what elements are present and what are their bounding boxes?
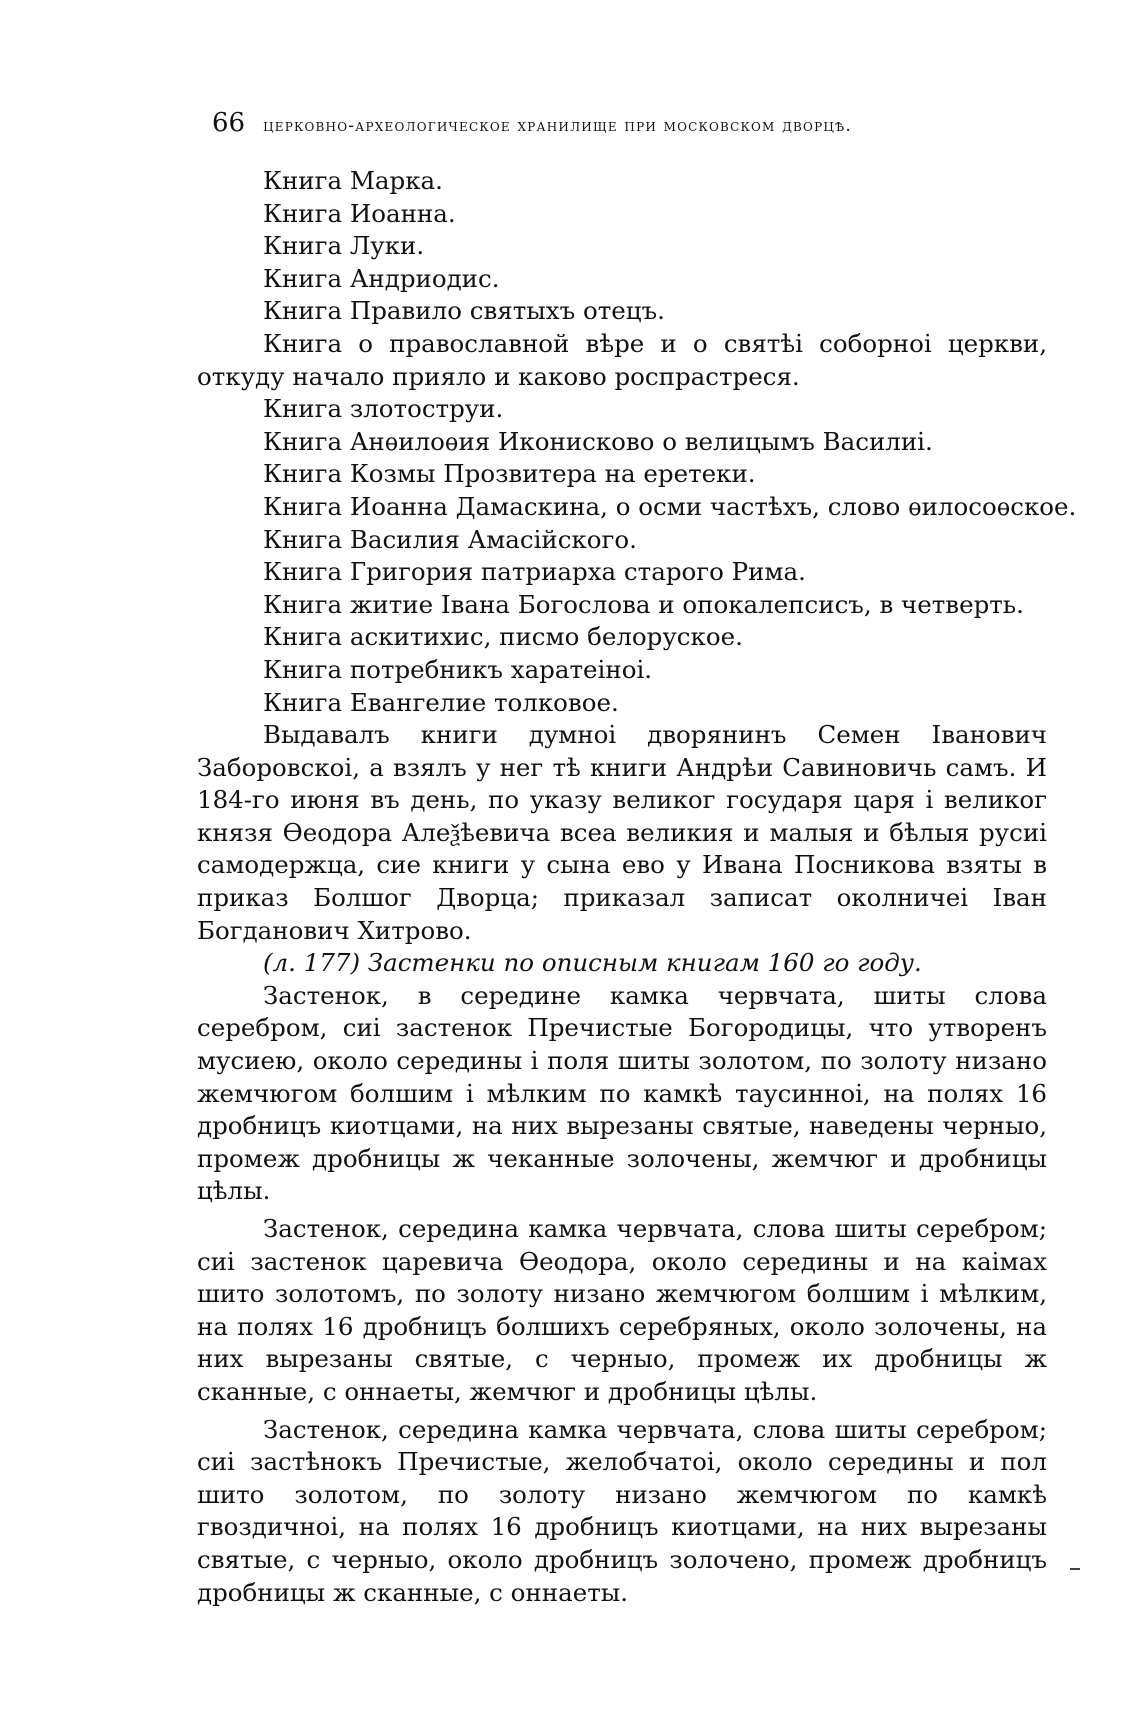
- paragraph-orthodox-book: Книга о православной вѣре и о святѣі соборноі церкви, откуду начало прияло и каково роспрастреся.: [197, 328, 1047, 391]
- running-header: [212, 108, 1032, 138]
- paragraph-zastenok-1: Застенок, в середине камка червчата, шиты слова серебром, сиі застенок Пречистые Богородицы, что утворенъ мусиею, около середины і поля шиты золотом, по золоту низано жемчюгом болшим і мѣлким по камкѣ таусинноі, на полях 16 дробницъ киотцами, на них вырезаны святые, наведены черныо, промеж дробницы ж чеканные золочены, жемчюг и дробницы цѣлы.: [197, 980, 1047, 1206]
- body-text: [197, 165, 1077, 1609]
- list-item: Книга Козмы Прозвитера на еретеки.: [263, 459, 756, 489]
- list-item: Книга житие Івана Богослова и опокалепсисъ, в четверть.: [263, 589, 1024, 619]
- list-item: Книга потребникъ харатеіноі.: [263, 654, 653, 684]
- header-title: церковно-археологическое хранилище при московском дворцѣ.: [263, 116, 852, 136]
- paragraph-zastenok-3: Застенок, середина камка червчата, слова шиты серебром; сиі застѣнокъ Пречистые, желобчатоі, около середины и пол шито золотом, по золоту низано жемчюгом по камкѣ гвоздичноі, на полях 16 дробницъ киотцами, на них вырезаны святые, с черныо, около дробницъ золочено, промеж дробницъ дробницы ж сканные, с оннаеты.: [197, 1414, 1047, 1607]
- list-item: Книга Андриодис.: [263, 263, 500, 293]
- list-item: Книга Иоанна Дамаскина, о осми частѣхъ, слово ѳилосоѳское.: [263, 491, 1077, 521]
- section-heading: (л. 177) Застенки по описным книгам 160 го году.: [263, 948, 922, 978]
- list-item: Книга Анѳилоѳия Иконисково о велицымъ Василиі.: [263, 426, 933, 456]
- list-item: Книга Луки.: [263, 231, 425, 261]
- list-item: Книга Правило святыхъ отецъ.: [263, 296, 665, 326]
- list-item: Книга Иоанна.: [263, 198, 456, 228]
- list-item: Книга Василия Амасійского.: [263, 524, 637, 554]
- paragraph-books-issued: Выдавалъ книги думноі дворянинъ Семен Іванович Заборовскоі, а взялъ у нег тѣ книги Андрѣи Савиновичь самъ. И 184-го июня въ день, по указу великог государя царя і великог князя Ѳеодора Алеѯѣевича всеа великия и малыя и бѣлыя русиі самодержца, сие книги у сына ево у Ивана Посникова взяты в приказ Болшог Дворца; приказал записат околничеі Іван Богданович Хитрово.: [197, 720, 1047, 945]
- list-item: Книга Григория патриарха старого Рима.: [263, 557, 806, 587]
- list-item: Книга злотоструи.: [263, 394, 504, 424]
- list-item: Книга Марка.: [263, 166, 443, 195]
- list-item: Книга аскитихис, писмо белоруское.: [263, 622, 743, 652]
- paragraph-zastenok-2: Застенок, середина камка червчата, слова шиты серебром; сиі застенок царевича Ѳеодора, около середины и на каімах шито золотомъ, по золоту низано жемчюгом болшим і мѣлким, на полях 16 дробницъ болшихъ серебряных, около золочены, на них вырезаны святые, с черныо, промеж их дробницы ж сканные, с оннаеты, жемчюг и дробницы цѣлы.: [197, 1214, 1047, 1406]
- list-item: Книга Евангелие толковое.: [263, 687, 619, 717]
- page-number: 66: [212, 108, 246, 138]
- margin-mark: [1070, 1568, 1080, 1570]
